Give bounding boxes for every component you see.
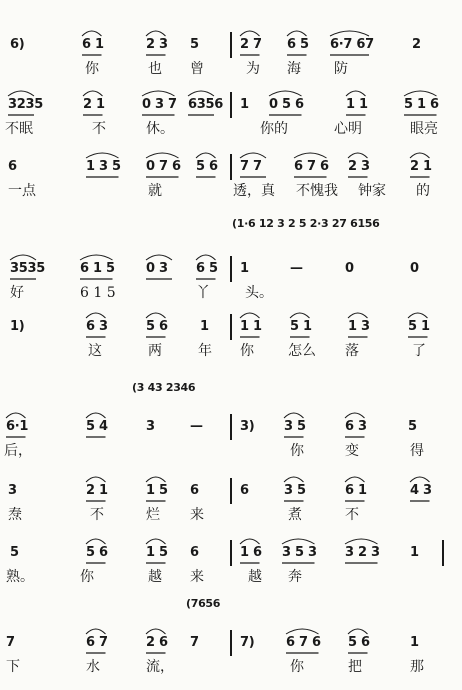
note-group: 2 6: [146, 635, 168, 650]
note-group: 5 1: [408, 319, 430, 334]
bar-line: [230, 540, 232, 566]
note-group: 1: [240, 97, 249, 112]
note-group: 1): [10, 319, 25, 334]
note-group: 2 3: [348, 159, 370, 174]
lyric-text: 你: [80, 569, 94, 585]
note-group: 2: [412, 37, 421, 52]
bar-line: [230, 154, 232, 180]
lyric-text: 奔: [288, 569, 302, 585]
lyric-text: 年: [198, 343, 212, 359]
lyric-text: 海: [287, 61, 301, 77]
bar-line: [442, 540, 444, 566]
lyric-text: 不眠: [5, 121, 33, 137]
note-group: 1 5: [146, 545, 168, 560]
note-group: 1 1: [240, 319, 262, 334]
note-group: 4 3: [410, 483, 432, 498]
note-group: 5: [190, 37, 199, 52]
lyric-text: 不愧我: [296, 183, 338, 199]
lyric-text: 防: [334, 61, 348, 77]
lyric-text: 就: [148, 183, 162, 199]
note-group: 2 1: [86, 483, 108, 498]
lyric-text: 你: [290, 443, 304, 459]
note-group: 6 3: [86, 319, 108, 334]
note-group: 5 4: [86, 419, 108, 434]
lyric-text: 不: [345, 507, 359, 523]
note-group: 2 1: [83, 97, 105, 112]
lyric-text: 来: [190, 569, 204, 585]
lyric-text: 钟家: [358, 183, 386, 199]
note-group: 6: [240, 483, 249, 498]
lyric-text: 两: [148, 343, 162, 359]
lyric-text: 下: [6, 659, 20, 675]
lyric-text: 曾: [190, 61, 204, 77]
lyric-text: 流，: [146, 659, 174, 675]
note-group: 1: [410, 635, 419, 650]
note-group: 1 1: [346, 97, 368, 112]
note-group: 3): [240, 419, 255, 434]
note-group: 3: [8, 483, 17, 498]
lyric-text: 你: [240, 343, 254, 359]
note-group: 3 5: [284, 483, 306, 498]
lyric-text: 一点: [8, 183, 36, 199]
note-group: 6 7 6: [294, 159, 329, 174]
note-group: 6 7 6: [286, 635, 321, 650]
note-group: 5 1 6: [404, 97, 439, 112]
lyric-text: 越: [248, 569, 262, 585]
lyric-text: 的: [416, 183, 430, 199]
note-group: 7: [6, 635, 15, 650]
note-group: 6 3: [345, 419, 367, 434]
note-group: 6·1: [6, 419, 29, 434]
note-group: 0 3 7: [142, 97, 177, 112]
lyric-text: 后，: [4, 443, 32, 459]
note-group: —: [190, 419, 203, 434]
note-group: 3235: [8, 97, 43, 112]
note-group: 0: [345, 261, 354, 276]
note-group: 3 2 3: [345, 545, 380, 560]
note-group: 5: [10, 545, 19, 560]
lyric-text: 落: [345, 343, 359, 359]
note-group: 2 3: [146, 37, 168, 52]
bar-line: [230, 32, 232, 58]
lyric-text: 6 1 5: [80, 285, 116, 301]
note-group: 1 6: [240, 545, 262, 560]
note-group: 1 5: [146, 483, 168, 498]
lyric-text: 怎么: [288, 343, 316, 359]
note-group: 6 1: [82, 37, 104, 52]
note-group: 6 5: [287, 37, 309, 52]
bar-line: [230, 314, 232, 340]
note-group: 7): [240, 635, 255, 650]
note-group: 1: [240, 261, 249, 276]
lyric-text: 也: [148, 61, 162, 77]
instrumental-prelude: (3 43 2346: [132, 381, 196, 394]
note-group: 1 3 5: [86, 159, 121, 174]
note-group: 5 6: [86, 545, 108, 560]
lyric-text: 你: [85, 61, 99, 77]
bar-line: [230, 478, 232, 504]
lyric-text: 休。: [146, 121, 174, 137]
note-group: —: [290, 261, 303, 276]
lyric-text: 来: [190, 507, 204, 523]
note-group: 6: [190, 483, 199, 498]
lyric-text: 越: [148, 569, 162, 585]
note-group: 6 5: [196, 261, 218, 276]
bar-line: [230, 256, 232, 282]
note-group: 6356: [188, 97, 223, 112]
note-group: 6): [10, 37, 25, 52]
note-group: 0: [410, 261, 419, 276]
note-group: 6 1 5: [80, 261, 115, 276]
lyric-text: 焘: [8, 507, 22, 523]
lyric-text: 透，真: [233, 183, 275, 199]
lyric-text: 煮: [288, 507, 302, 523]
note-group: 1 3: [348, 319, 370, 334]
note-group: 6 7: [86, 635, 108, 650]
lyric-text: 心明: [334, 121, 362, 137]
note-group: 5 6: [146, 319, 168, 334]
note-group: 1: [200, 319, 209, 334]
note-group: 7 7: [240, 159, 262, 174]
note-group: 7: [190, 635, 199, 650]
lyric-text: 熟。: [6, 569, 34, 585]
lyric-text: 为: [246, 61, 260, 77]
note-group: 0 3: [146, 261, 168, 276]
note-group: 6 1: [345, 483, 367, 498]
note-group: 3: [146, 419, 155, 434]
lyric-text: 这: [88, 343, 102, 359]
lyric-text: 变: [345, 443, 359, 459]
note-group: 3535: [10, 261, 45, 276]
note-group: 3 5: [284, 419, 306, 434]
note-group: 1: [410, 545, 419, 560]
note-group: 2 1: [410, 159, 432, 174]
instrumental-prelude: (7656: [186, 597, 221, 610]
lyric-text: 了: [412, 343, 426, 359]
lyric-text: 水: [86, 659, 100, 675]
lyric-text: 眼亮: [410, 121, 438, 137]
note-group: 6·7 67: [330, 37, 374, 52]
lyric-text: 那: [410, 659, 424, 675]
note-group: 5 1: [290, 319, 312, 334]
note-group: 5 6: [348, 635, 370, 650]
note-group: 0 7 6: [146, 159, 181, 174]
lyric-text: 得: [410, 443, 424, 459]
bar-line: [230, 92, 232, 118]
lyric-text: 不: [92, 121, 106, 137]
note-group: 5 6: [196, 159, 218, 174]
lyric-text: 烂: [146, 507, 160, 523]
note-group: 2 7: [240, 37, 262, 52]
lyric-text: 你: [290, 659, 304, 675]
lyric-text: 好: [10, 285, 24, 301]
bar-line: [230, 630, 232, 656]
lyric-text: 头。: [245, 285, 273, 301]
lyric-text: 把: [348, 659, 362, 675]
note-group: 6: [8, 159, 17, 174]
lyric-text: 你的: [260, 121, 288, 137]
lyric-text: 丫: [196, 285, 210, 301]
bar-line: [230, 414, 232, 440]
note-group: 0 5 6: [269, 97, 304, 112]
note-group: 5: [408, 419, 417, 434]
instrumental-prelude: (1·6 12 3 2 5 2·3 27 6156: [232, 217, 380, 230]
note-group: 6: [190, 545, 199, 560]
lyric-text: 不: [90, 507, 104, 523]
note-group: 3 5 3: [282, 545, 317, 560]
